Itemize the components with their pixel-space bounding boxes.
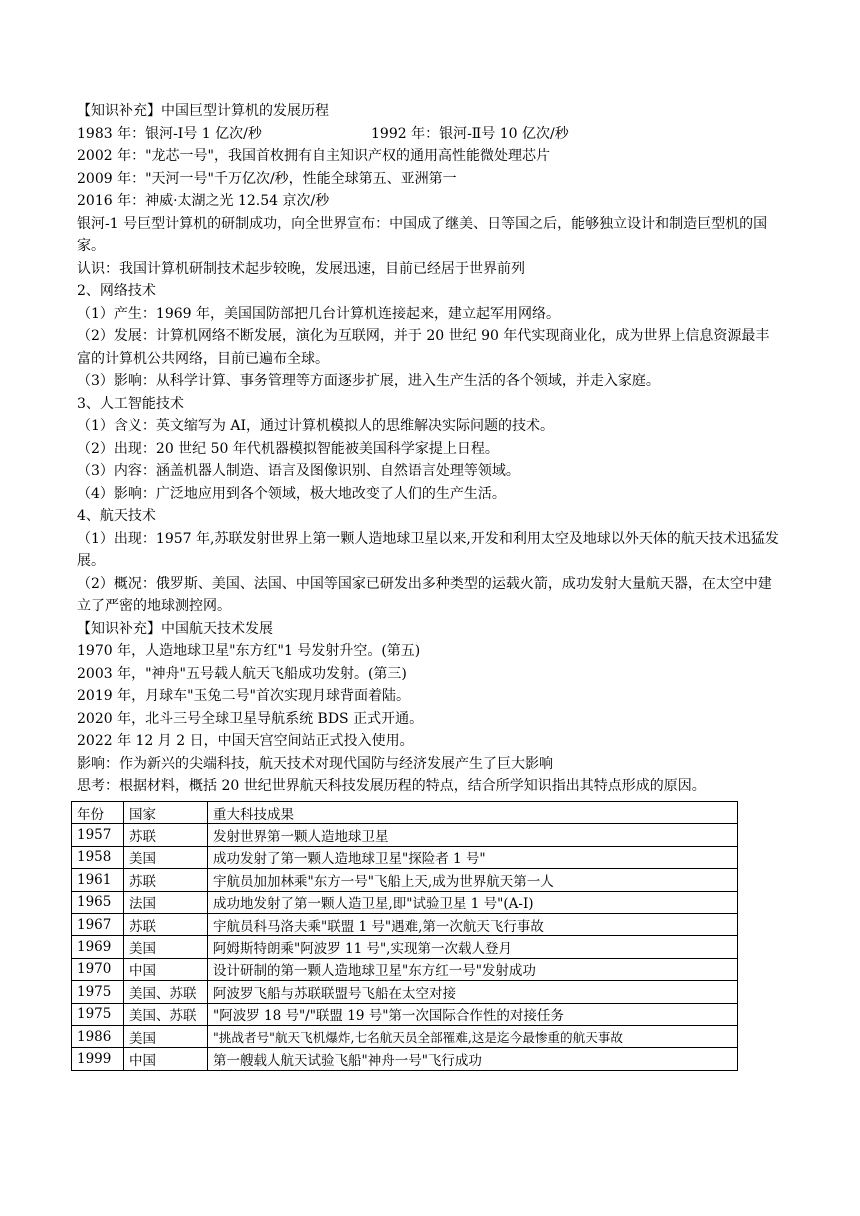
table-row	[72, 936, 738, 958]
timeline-2002: 2002 年："龙芯一号"，我国首枚拥有自主知识产权的通用高性能微处理芯片	[77, 148, 550, 164]
cell-achievement: 设计研制的第一颗人造地球卫星"东方红一号"发射成功	[208, 958, 738, 980]
cell-country: 美国、苏联	[124, 1003, 208, 1025]
cell-country: 苏联	[124, 824, 208, 846]
cell-achievement: 第一艘载人航天试验飞船"神舟一号"飞行成功	[208, 1048, 738, 1070]
cell-achievement: 阿姆斯特朗乘"阿波罗 11 号",实现第一次载人登月	[208, 936, 738, 958]
timeline-2016: 2016 年：神威·太湖之光 12.54 京次/秒	[77, 193, 330, 209]
table-row	[72, 1025, 738, 1047]
insight-line: 认识：我国计算机研制技术起步较晚，发展迅速，目前已经居于世界前列	[77, 260, 525, 277]
table-row	[72, 981, 738, 1003]
timeline-row	[77, 123, 783, 146]
header-country: 国家	[124, 802, 208, 824]
yinhe-paragraph: 银河-1 号巨型计算机的研制成功，向全世界宣布：中国成了继美、日等国之后，能够独立设计和制造巨型机的国家。	[77, 215, 768, 254]
header-year: 年份	[72, 802, 124, 824]
cell-country: 苏联	[124, 913, 208, 935]
ai-impact: （4）影响：广泛地应用到各个领域，极大地改变了人们的生产生活。	[77, 485, 506, 502]
network-impact: （3）影响：从科学计算、事务管理等方面逐步扩展，进入生产生活的各个领域，并走入家庭。	[77, 373, 660, 389]
aerospace-1970: 1970 年，人造地球卫星"东方红"1 号发射升空。(第五)	[77, 643, 421, 659]
cell-year: 1999	[72, 1048, 124, 1070]
aerospace-appearance: （1）出现：1957 年,苏联发射世界上第一颗人造地球卫星以来,开发和利用太空及地球以外天体的航天技术迅猛发展。	[77, 530, 779, 569]
section-aerospace: 4、航天技术	[77, 508, 156, 524]
table-row	[72, 913, 738, 935]
table-row	[72, 846, 738, 868]
header-achievement: 重大科技成果	[208, 802, 738, 824]
aerospace-2020: 2020 年，北斗三号全球卫星导航系统 BDS 正式开通。	[77, 710, 424, 727]
think-question: 思考：根据材料，概括 20 世纪世界航天科技发展历程的特点，结合所学知识指出其特点形成的原因。	[77, 778, 706, 794]
cell-year: 1970	[72, 958, 124, 980]
cell-country: 中国	[124, 1048, 208, 1070]
ai-meaning: （1）含义：英文缩写为 AI，通过计算机模拟人的思维解决实际问题的技术。	[77, 418, 554, 434]
cell-year: 1975	[72, 1003, 124, 1025]
cell-country: 美国	[124, 846, 208, 868]
cell-country: 法国	[124, 891, 208, 913]
heading-supercomputer: 【知识补充】中国巨型计算机的发展历程	[77, 103, 329, 119]
cell-year: 1967	[72, 913, 124, 935]
table-row	[72, 869, 738, 891]
timeline-2009: 2009 年："天河一号"千万亿次/秒，性能全球第五、亚洲第一	[77, 170, 457, 187]
cell-achievement: "阿波罗 18 号"/"联盟 19 号"第一次国际合作性的对接任务	[208, 1003, 738, 1025]
table-row	[72, 824, 738, 846]
cell-country: 美国	[124, 936, 208, 958]
text-body	[77, 100, 783, 798]
cell-achievement: "挑战者号"航天飞机爆炸,七名航天员全部罹难,这是迄今最惨重的航天事故	[208, 1025, 738, 1047]
table-row	[72, 891, 738, 913]
section-ai: 3、人工智能技术	[77, 395, 184, 412]
aerospace-2019: 2019 年，月球车"玉兔二号"首次实现月球背面着陆。	[77, 688, 410, 704]
network-origin: （1）产生：1969 年，美国国防部把几台计算机连接起来，建立起军用网络。	[77, 305, 560, 322]
aerospace-2003: 2003 年，"神舟"五号载人航天飞船成功发射。(第三)	[77, 665, 407, 682]
cell-year: 1975	[72, 981, 124, 1003]
cell-achievement: 发射世界第一颗人造地球卫星	[208, 824, 738, 846]
cell-achievement: 成功发射了第一颗人造地球卫星"探险者 1 号"	[208, 846, 738, 868]
cell-year: 1965	[72, 891, 124, 913]
cell-year: 1969	[72, 936, 124, 958]
timeline-1992: 1992 年：银河-Ⅱ号 10 亿次/秒	[371, 125, 569, 142]
cell-achievement: 阿波罗飞船与苏联联盟号飞船在太空对接	[208, 981, 738, 1003]
ai-content: （3）内容：涵盖机器人制造、语言及图像识别、自然语言处理等领域。	[77, 463, 520, 479]
timeline-1983: 1983 年：银河-Ⅰ号 1 亿次/秒	[77, 125, 262, 142]
cell-achievement: 成功地发射了第一颗人造卫星,即"试验卫星 1 号"(A-Ⅰ)	[208, 891, 738, 913]
cell-country: 美国、苏联	[124, 981, 208, 1003]
aerospace-impact: 影响：作为新兴的尖端科技，航天技术对现代国防与经济发展产生了巨大影响	[77, 755, 553, 772]
aerospace-table	[71, 801, 738, 1071]
aerospace-overview: （2）概况：俄罗斯、美国、法国、中国等国家已研发出多种类型的运载火箭，成功发射大量航天器，在太空中建立了严密的地球测控网。	[77, 575, 772, 614]
cell-year: 1958	[72, 846, 124, 868]
table-row	[72, 1048, 738, 1070]
ai-appearance: （2）出现：20 世纪 50 年代机器模拟智能被美国科学家提上日程。	[77, 440, 499, 457]
cell-country: 中国	[124, 958, 208, 980]
cell-year: 1986	[72, 1025, 124, 1047]
cell-achievement: 宇航员科马洛夫乘"联盟 1 号"遇难,第一次航天飞行事故	[208, 913, 738, 935]
table-row	[72, 958, 738, 980]
section-network: 2、网络技术	[77, 283, 156, 299]
cell-achievement: 宇航员加加林乘"东方一号"飞船上天,成为世界航天第一人	[208, 869, 738, 891]
cell-country: 苏联	[124, 869, 208, 891]
cell-year: 1961	[72, 869, 124, 891]
cell-year: 1957	[72, 824, 124, 846]
heading-china-aerospace: 【知识补充】中国航天技术发展	[77, 620, 273, 637]
table-header-row	[72, 802, 738, 824]
cell-country: 美国	[124, 1025, 208, 1047]
table-row	[72, 1003, 738, 1025]
network-development: （2）发展：计算机网络不断发展，演化为互联网，并于 20 世纪 90 年代实现商业化，成为世界上信息资源最丰富的计算机公共网络，目前已遍布全球。	[77, 328, 770, 367]
aerospace-2022: 2022 年 12 月 2 日，中国天宫空间站正式投入使用。	[77, 733, 414, 749]
